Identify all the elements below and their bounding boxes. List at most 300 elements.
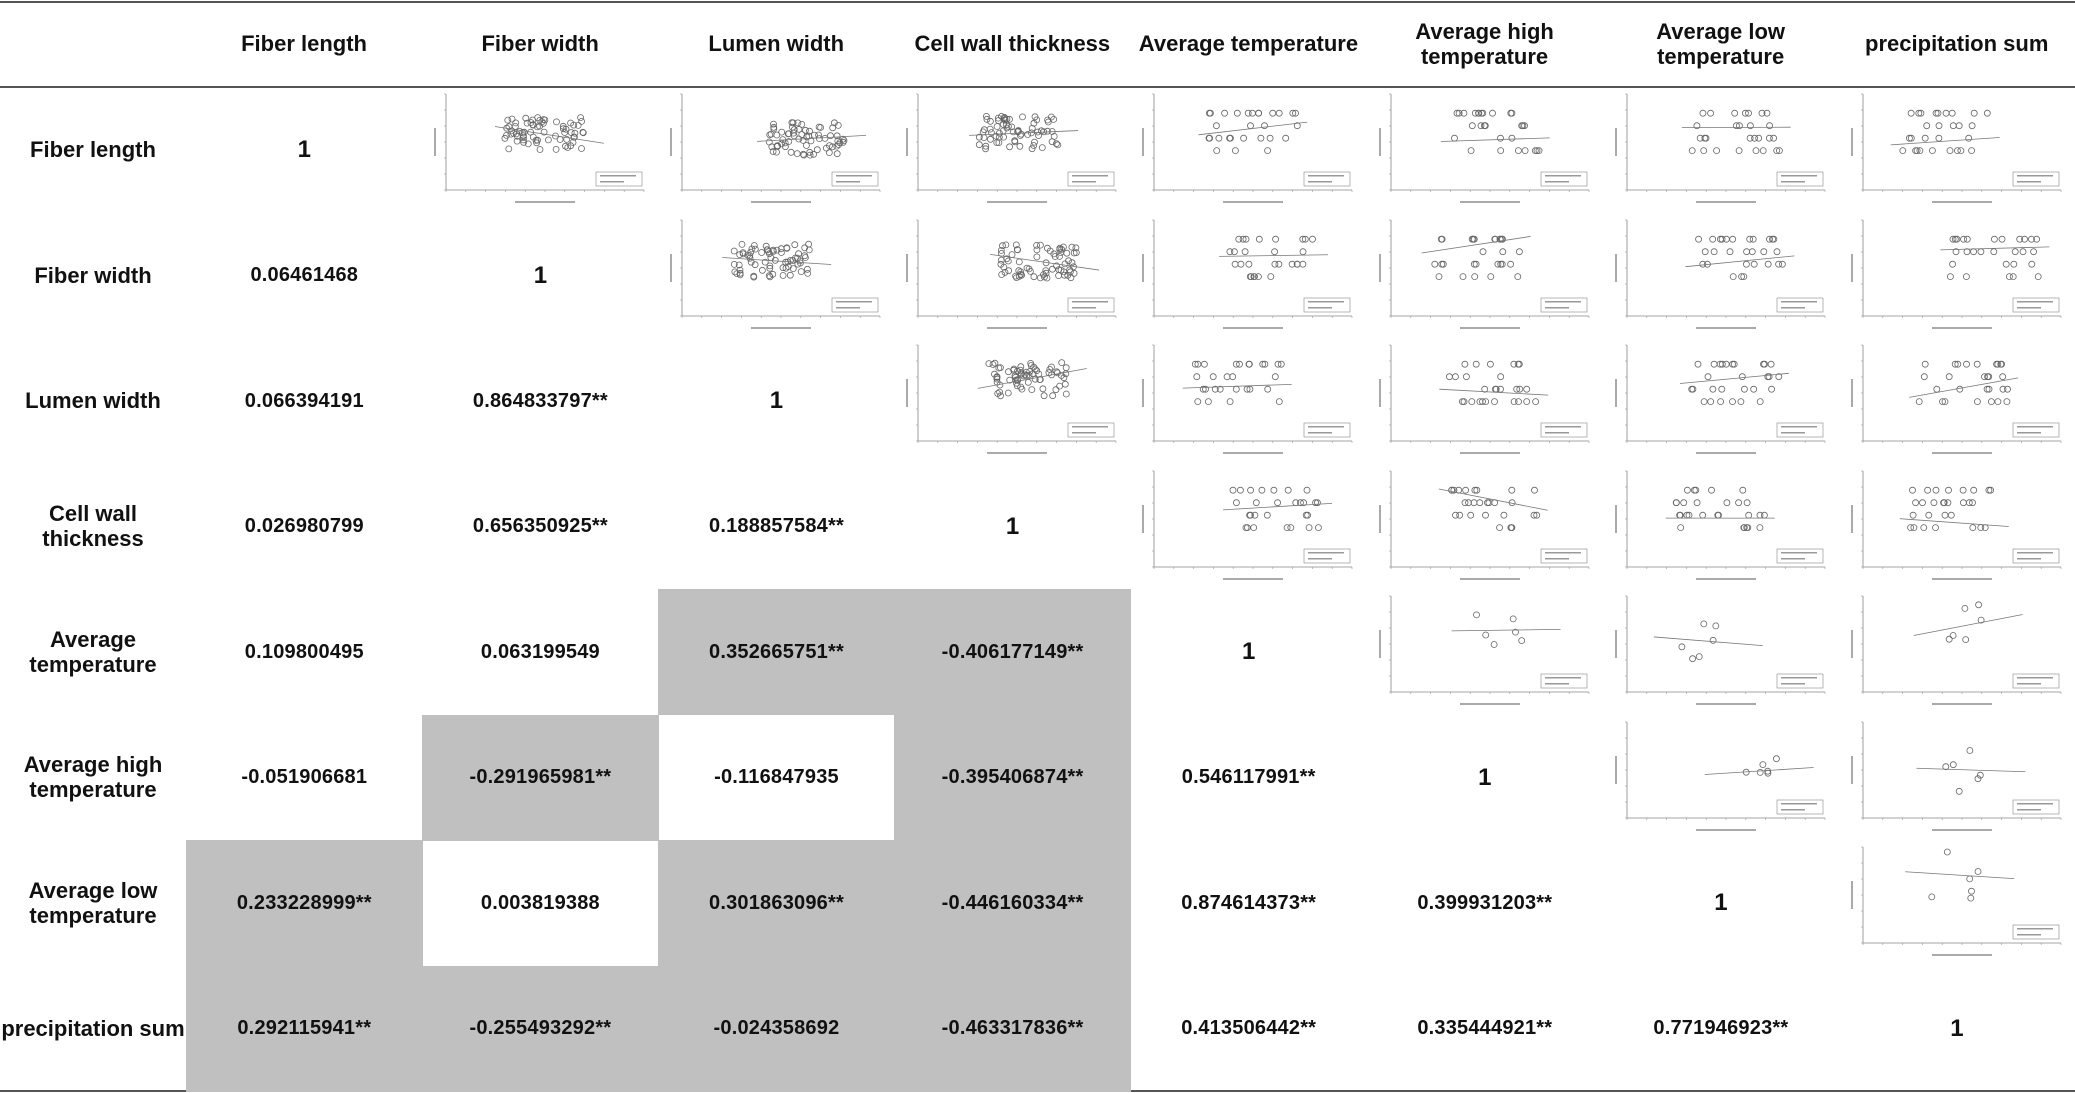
y-axis-title-mark (1615, 630, 1617, 658)
correlation-value: 0.864833797** (472, 389, 608, 412)
correlation-value: 0.874614373** (1181, 891, 1317, 914)
correlation-value: 0.292115941** (186, 966, 423, 1092)
scatter-plot-svg (1611, 718, 1831, 836)
scatter-point (1305, 512, 1311, 518)
correlation-value: 0.413506442** (1181, 1017, 1317, 1039)
scatter-point (1743, 261, 1749, 267)
scatter-point (1238, 261, 1244, 267)
scatter-point (1910, 512, 1916, 518)
scatter-plot-svg (1375, 90, 1595, 208)
scatter-point (1936, 135, 1942, 141)
scatter-point (1678, 644, 1684, 650)
equation-box (1304, 298, 1350, 312)
scatter-point (1995, 399, 2001, 405)
scatter-point (1265, 148, 1271, 154)
scatter-point (1723, 361, 1729, 367)
y-axis-title-mark (906, 379, 908, 407)
column-header-cell-wall-thickness: Cell wall thickness (914, 31, 1111, 56)
scatter-point (1962, 637, 1968, 643)
scatter-point (1744, 499, 1750, 505)
scatter-point (1531, 487, 1537, 493)
correlation-value: -0.446160334** (894, 840, 1131, 966)
trend-line (1940, 246, 2049, 249)
equation-box (832, 172, 878, 186)
scatter-point (1480, 248, 1486, 254)
scatter-point (798, 268, 804, 274)
scatter-point (1947, 148, 1953, 154)
equation-text-mark (1308, 175, 1344, 177)
row-label-fiber-width: Fiber width (34, 262, 152, 288)
scatter-plot-svg (1847, 341, 2067, 459)
scatter-point (1446, 374, 1452, 380)
r-squared-text-mark (2017, 809, 2041, 811)
x-axis-title-mark (1932, 201, 1992, 203)
trend-line (1890, 137, 1999, 144)
scatter-point (1016, 267, 1022, 273)
equation-text-mark (1545, 552, 1581, 554)
scatter-point (1711, 361, 1717, 367)
scatter-point (1514, 273, 1520, 279)
y-axis-title-mark (434, 128, 436, 156)
scatter-point (772, 257, 778, 263)
scatter-plot-svg (1611, 90, 1831, 208)
scatter-point (806, 241, 812, 247)
scatter-point (553, 146, 559, 152)
scatter-point (1271, 487, 1277, 493)
diagonal-cell: 1 (1478, 763, 1492, 791)
correlation-value: 0.335444921** (1417, 1017, 1553, 1039)
scatter-point (1241, 135, 1247, 141)
r-squared-text-mark (2017, 558, 2041, 560)
scatter-point (1310, 236, 1316, 242)
scatter-point (731, 248, 737, 254)
trend-line (1438, 488, 1547, 509)
scatter-point (1508, 487, 1514, 493)
x-axis-title-mark (1223, 201, 1283, 203)
scatter-point (2035, 273, 2041, 279)
scatter-plot-svg (1611, 592, 1831, 710)
scatter-point (1306, 524, 1312, 530)
scatter-point (1695, 236, 1701, 242)
scatter-point (1300, 261, 1306, 267)
r-squared-text-mark (2017, 432, 2041, 434)
scatter-point (1062, 260, 1068, 266)
scatter-point (1684, 487, 1690, 493)
diagonal-cell: 1 (533, 261, 548, 289)
scatter-point (1284, 524, 1290, 530)
scatter-point (1508, 135, 1514, 141)
correlation-value: 0.066394191 (244, 389, 364, 412)
scatter-point (1695, 361, 1701, 367)
scatter-point (1017, 258, 1023, 264)
scatter-point (1971, 110, 1977, 116)
x-axis-title-mark (987, 327, 1047, 329)
scatter-plot-svg (666, 216, 886, 334)
scatter-point (1482, 512, 1488, 518)
scatter-plot-svg (1138, 341, 1358, 459)
scatter-point (1999, 374, 2005, 380)
scatter-point (1916, 399, 1922, 405)
correlation-value: 0.003819388 (480, 891, 600, 914)
scatter-point (988, 118, 994, 124)
equation-text-mark (836, 175, 872, 177)
equation-text-mark (2017, 552, 2053, 554)
scatter-point (1970, 487, 1976, 493)
equation-box (1541, 298, 1587, 312)
r-squared-text-mark (1545, 683, 1569, 685)
scatter-point (1045, 117, 1051, 123)
scatter-point (1963, 273, 1969, 279)
equation-box (596, 172, 642, 186)
scatter-point (1975, 869, 1981, 875)
scatter-plot-fiber-width-vs-average-low-temperature (1611, 216, 1831, 334)
y-axis-title-mark (1379, 505, 1381, 533)
column-header-average-high-temperature: Average high temperature (1415, 18, 1554, 69)
scatter-point (1451, 135, 1457, 141)
r-squared-text-mark (2017, 307, 2041, 309)
scatter-point (1214, 148, 1220, 154)
scatter-point (1267, 135, 1273, 141)
scatter-point (1739, 487, 1745, 493)
r-squared-text-mark (1072, 181, 1096, 183)
equation-text-mark (836, 301, 872, 303)
correlation-value: -0.024358692 (658, 966, 895, 1092)
y-axis-title-mark (670, 254, 672, 282)
scatter-point (1476, 499, 1482, 505)
scatter-point (1518, 638, 1524, 644)
scatter-point (1753, 148, 1759, 154)
scatter-point (579, 118, 585, 124)
column-header-fiber-width: Fiber width (481, 31, 599, 56)
equation-text-mark (600, 175, 636, 177)
scatter-point (1236, 236, 1242, 242)
equation-box (1541, 549, 1587, 563)
scatter-plot-svg (1847, 90, 2067, 208)
x-axis-title-mark (1223, 327, 1283, 329)
trend-line (1451, 629, 1560, 630)
scatter-point (1523, 386, 1529, 392)
scatter-point (1958, 148, 1964, 154)
scatter-point (1283, 135, 1289, 141)
scatter-point (1950, 123, 1956, 129)
scatter-plot-cell-wall-thickness-vs-average-high-temperature (1375, 467, 1595, 585)
y-axis-title-mark (1615, 128, 1617, 156)
x-axis-title-mark (1696, 201, 1756, 203)
scatter-point (1729, 399, 1735, 405)
scatter-plot-svg (1611, 467, 1831, 585)
equation-box (1068, 172, 1114, 186)
equation-text-mark (1072, 175, 1108, 177)
scatter-point (1227, 399, 1233, 405)
scatter-point (1468, 148, 1474, 154)
scatter-point (1977, 524, 1983, 530)
scatter-point (1741, 386, 1747, 392)
scatter-point (1487, 361, 1493, 367)
scatter-point (1773, 755, 1779, 761)
scatter-point (1736, 148, 1742, 154)
scatter-point (1224, 374, 1230, 380)
correlation-value: 0.771946923** (1653, 1017, 1789, 1039)
scatter-point (1699, 512, 1705, 518)
scatter-point (1041, 393, 1047, 399)
equation-box (1068, 423, 1114, 437)
scatter-point (1965, 135, 1971, 141)
scatter-point (1969, 123, 1975, 129)
scatter-point (1713, 148, 1719, 154)
scatter-point (780, 272, 786, 278)
scatter-point (1694, 499, 1700, 505)
scatter-plot-fiber-length-vs-average-low-temperature (1611, 90, 1831, 208)
scatter-point (554, 119, 560, 125)
equation-text-mark (1781, 301, 1817, 303)
scatter-point (1214, 123, 1220, 129)
scatter-plot-svg (1375, 467, 1595, 585)
scatter-point (1743, 248, 1749, 254)
diagonal-cell: 1 (769, 387, 784, 414)
scatter-point (1029, 387, 1035, 393)
equation-text-mark (1072, 426, 1108, 428)
correlation-value: 0.546117991** (1181, 766, 1316, 788)
scatter-point (1750, 386, 1756, 392)
scatter-point (1711, 248, 1717, 254)
scatter-point (1699, 261, 1705, 267)
scatter-point (1936, 123, 1942, 129)
scatter-point (1956, 386, 1962, 392)
scatter-point (1465, 499, 1471, 505)
scatter-point (1462, 487, 1468, 493)
trend-line (1913, 615, 2022, 636)
scatter-point (1909, 487, 1915, 493)
scatter-point (1484, 499, 1490, 505)
scatter-point (1031, 273, 1037, 279)
x-axis-title-mark (515, 201, 575, 203)
scatter-plot-fiber-width-vs-average-high-temperature (1375, 216, 1595, 334)
scatter-point (794, 151, 800, 157)
scatter-point (1933, 487, 1939, 493)
scatter-point (1747, 123, 1753, 129)
scatter-point (1956, 123, 1962, 129)
correlation-value: -0.255493292** (422, 966, 659, 1092)
scatter-point (1757, 399, 1763, 405)
equation-box (2013, 298, 2059, 312)
scatter-point (1238, 487, 1244, 493)
equation-text-mark (1781, 677, 1817, 679)
equation-text-mark (1781, 803, 1817, 805)
scatter-point (1251, 524, 1257, 530)
row-label-cell-wall-thickness: Cell wall thickness (42, 501, 144, 552)
scatter-plot-svg (1375, 592, 1595, 710)
y-axis-title-mark (1851, 379, 1853, 407)
r-squared-text-mark (1781, 683, 1805, 685)
scatter-point (1920, 524, 1926, 530)
scatter-point (1026, 379, 1032, 385)
r-squared-text-mark (1308, 558, 1332, 560)
r-squared-text-mark (1308, 307, 1332, 309)
trend-line (1183, 384, 1292, 388)
scatter-point (1245, 524, 1251, 530)
scatter-point (1499, 248, 1505, 254)
scatter-point (1912, 499, 1918, 505)
scatter-point (1962, 605, 1968, 611)
scatter-point (1950, 761, 1956, 767)
scatter-point (739, 241, 745, 247)
scatter-point (1436, 273, 1442, 279)
scatter-plot-lumen-width-vs-average-temperature (1138, 341, 1358, 459)
scatter-point (2010, 261, 2016, 267)
trend-line (1680, 373, 1789, 383)
scatter-plot-svg (1611, 216, 1831, 334)
scatter-point (1750, 236, 1756, 242)
scatter-plot-average-temperature-vs-precipitation-sum (1847, 592, 2067, 710)
scatter-point (1230, 374, 1236, 380)
row-label-fiber-length: Fiber length (30, 137, 156, 163)
x-axis-title-mark (1460, 201, 1520, 203)
scatter-point (1923, 123, 1929, 129)
y-axis-title-mark (1615, 756, 1617, 784)
scatter-point (2004, 386, 2010, 392)
x-axis-title-mark (751, 201, 811, 203)
scatter-point (1232, 261, 1238, 267)
scatter-plot-svg (1375, 341, 1595, 459)
x-axis-title-mark (1460, 327, 1520, 329)
r-squared-text-mark (1781, 307, 1805, 309)
scatter-point (1931, 499, 1937, 505)
scatter-point (1059, 360, 1065, 366)
scatter-point (1723, 236, 1729, 242)
scatter-point (513, 120, 519, 126)
equation-text-mark (1545, 426, 1581, 428)
scatter-point (568, 130, 574, 136)
trend-line (1916, 768, 2025, 772)
equation-box (1777, 549, 1823, 563)
scatter-point (1766, 123, 1772, 129)
scatter-point (1760, 248, 1766, 254)
equation-box (832, 298, 878, 312)
scatter-point (1922, 361, 1928, 367)
scatter-plot-svg (1847, 467, 2067, 585)
scatter-point (1497, 374, 1503, 380)
x-axis-title-mark (1932, 954, 1992, 956)
scatter-point (1067, 266, 1073, 272)
scatter-point (1751, 135, 1757, 141)
scatter-point (1272, 248, 1278, 254)
scatter-point (1735, 499, 1741, 505)
x-axis-title-mark (1696, 578, 1756, 580)
scatter-point (1779, 261, 1785, 267)
correlation-value: 0.399931203** (1417, 891, 1553, 914)
scatter-point (1462, 499, 1468, 505)
scatter-point (1489, 110, 1495, 116)
scatter-point (1768, 361, 1774, 367)
scatter-point (1510, 616, 1516, 622)
scatter-point (1710, 637, 1716, 643)
scatter-point (1700, 148, 1706, 154)
row-label-average-high-temperature: Average high temperature (23, 752, 163, 803)
scatter-point (1216, 135, 1222, 141)
scatter-point (1737, 399, 1743, 405)
scatter-point (1206, 399, 1212, 405)
scatter-point (1515, 399, 1521, 405)
scatter-point (1680, 499, 1686, 505)
scatter-point (1050, 393, 1056, 399)
scatter-point (1500, 512, 1506, 518)
scatter-point (1232, 248, 1238, 254)
scatter-point (1949, 110, 1955, 116)
scatter-point (1040, 386, 1046, 392)
r-squared-text-mark (1308, 181, 1332, 183)
scatter-point (1259, 487, 1265, 493)
scatter-plot-fiber-length-vs-average-high-temperature (1375, 90, 1595, 208)
scatter-point (1478, 123, 1484, 129)
scatter-point (1507, 261, 1513, 267)
scatter-point (1053, 387, 1059, 393)
scatter-point (1899, 148, 1905, 154)
scatter-point (792, 241, 798, 247)
y-axis-title-mark (1851, 505, 1853, 533)
equation-box (1777, 423, 1823, 437)
scatter-point (1468, 399, 1474, 405)
scatter-point (774, 149, 780, 155)
correlation-value: -0.116847935 (714, 766, 839, 788)
equation-box (1068, 298, 1114, 312)
scatter-point (1034, 242, 1040, 248)
scatter-plot-average-high-temperature-vs-precipitation-sum (1847, 718, 2067, 836)
scatter-point (1727, 248, 1733, 254)
column-header-average-temperature: Average temperature (1138, 31, 1359, 56)
scatter-plot-fiber-length-vs-cell-wall-thickness (902, 90, 1122, 208)
correlation-value: 0.656350925** (472, 515, 608, 537)
equation-text-mark (1308, 426, 1344, 428)
scatter-point (1770, 135, 1776, 141)
scatter-point (1921, 374, 1927, 380)
scatter-point (1491, 642, 1497, 648)
equation-text-mark (2017, 928, 2053, 930)
scatter-point (1689, 148, 1695, 154)
scatter-point (2020, 248, 2026, 254)
scatter-point (994, 124, 1000, 130)
scatter-point (1677, 524, 1683, 530)
scatter-point (803, 127, 809, 133)
scatter-point (1964, 248, 1970, 254)
x-axis-title-mark (1932, 703, 1992, 705)
scatter-point (1485, 499, 1491, 505)
scatter-point (1946, 374, 1952, 380)
equation-text-mark (1781, 426, 1817, 428)
scatter-point (1751, 261, 1757, 267)
scatter-point (1967, 895, 1973, 901)
scatter-point (822, 135, 828, 141)
x-axis-title-mark (987, 452, 1047, 454)
scatter-point (1009, 251, 1015, 257)
equation-box (1541, 674, 1587, 688)
scatter-point (1701, 399, 1707, 405)
equation-text-mark (1545, 677, 1581, 679)
scatter-plot-svg (1847, 843, 2067, 961)
scatter-point (1265, 512, 1271, 518)
scatter-point (1966, 876, 1972, 882)
scatter-plot-lumen-width-vs-precipitation-sum (1847, 341, 2067, 459)
scatter-point (1467, 512, 1473, 518)
equation-text-mark (1781, 552, 1817, 554)
scatter-plot-svg (902, 90, 1122, 208)
scatter-point (1705, 374, 1711, 380)
scatter-point (1248, 487, 1254, 493)
scatter-plot-fiber-length-vs-precipitation-sum (1847, 90, 2067, 208)
y-axis-title-mark (1379, 379, 1381, 407)
scatter-point (1256, 273, 1262, 279)
scatter-point (1768, 386, 1774, 392)
x-axis-title-mark (1460, 578, 1520, 580)
